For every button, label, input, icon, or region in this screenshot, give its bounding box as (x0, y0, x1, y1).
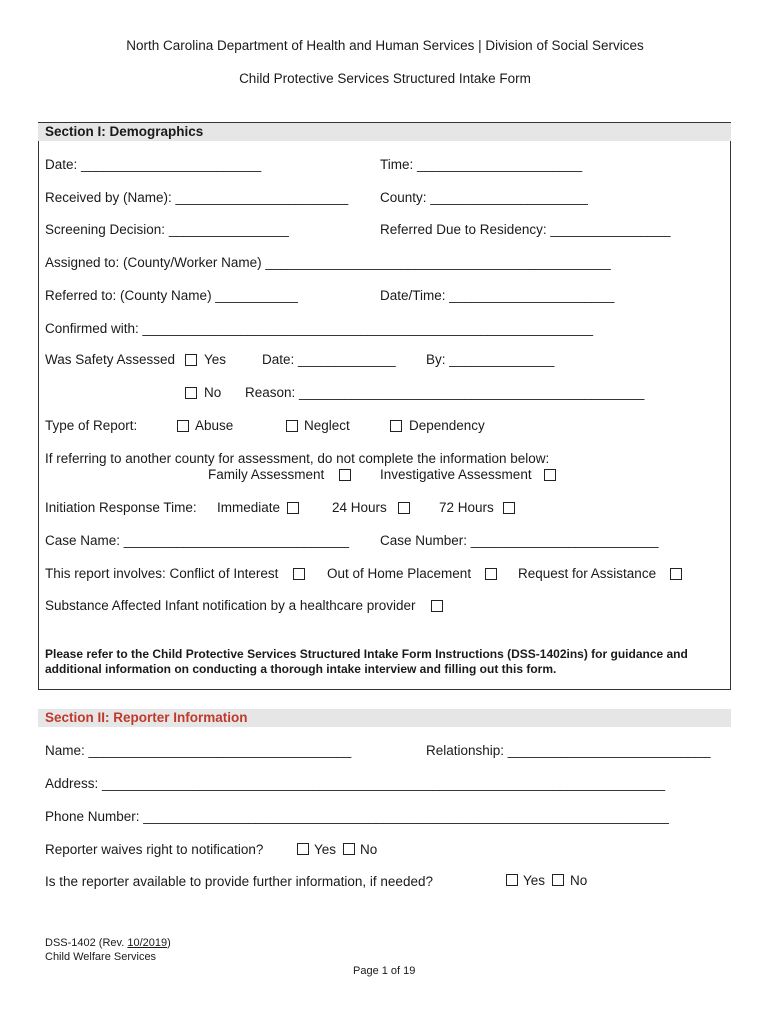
hours24-checkbox[interactable] (398, 502, 410, 514)
case-name-field[interactable]: Case Name: ______________________________ (45, 533, 350, 548)
safety-by-field[interactable]: By: ______________ (426, 352, 555, 367)
date-time-field[interactable]: Date/Time: ______________________ (380, 288, 615, 303)
case-number-field[interactable]: Case Number: _________________________ (380, 533, 659, 548)
waives-no-label: No (360, 842, 378, 857)
form-number-prefix: DSS-1402 (Rev. (45, 937, 128, 949)
request-assistance-checkbox[interactable] (670, 568, 682, 580)
involves-conflict-label: This report involves: Conflict of Interest (45, 566, 279, 581)
waives-yes-checkbox[interactable] (297, 843, 309, 855)
substance-infant-checkbox[interactable] (431, 600, 443, 612)
waives-notification-label: Reporter waives right to notification? (45, 842, 264, 857)
received-by-field[interactable]: Received by (Name): _______________________ (45, 190, 349, 205)
neglect-checkbox[interactable] (286, 420, 298, 432)
request-assistance-label: Request for Assistance (518, 566, 657, 581)
dependency-label: Dependency (409, 418, 485, 433)
available-no-label: No (570, 873, 588, 888)
available-no-checkbox[interactable] (552, 874, 564, 886)
date-field[interactable]: Date: ________________________ (45, 157, 262, 172)
confirmed-with-field[interactable]: Confirmed with: ____________________________________________________________ (45, 321, 594, 336)
investigative-assessment-label: Investigative Assessment (380, 467, 532, 482)
hours72-checkbox[interactable] (503, 502, 515, 514)
safety-date-field[interactable]: Date: _____________ (262, 352, 396, 367)
family-assessment-checkbox[interactable] (339, 469, 351, 481)
hours24-label: 24 Hours (332, 500, 387, 515)
form-revision-date: 10/2019 (127, 937, 168, 949)
referred-to-field[interactable]: Referred to: (County Name) ___________ (45, 288, 298, 303)
safety-no-label: No (204, 385, 222, 400)
instructions-line1: Please refer to the Child Protective Services Structured Intake Form Instructions (DSS-1402ins) for guidance and (45, 647, 688, 661)
section1-title: Section I: Demographics (45, 124, 204, 139)
section2-title: Section II: Reporter Information (45, 710, 248, 725)
time-field[interactable]: Time: ______________________ (380, 157, 583, 172)
immediate-checkbox[interactable] (287, 502, 299, 514)
header-agency: North Carolina Department of Health and Human Services | Division of Social Services (126, 38, 644, 53)
referring-note: If referring to another county for assessment, do not complete the information below: (45, 451, 550, 466)
initiation-label: Initiation Response Time: (45, 500, 197, 515)
reason-field[interactable]: Reason: ______________________________________________ (245, 385, 645, 400)
waives-yes-label: Yes (314, 842, 337, 857)
out-of-home-checkbox[interactable] (485, 568, 497, 580)
investigative-assessment-checkbox[interactable] (544, 469, 556, 481)
referred-residency-field[interactable]: Referred Due to Residency: ________________ (380, 222, 671, 237)
waives-no-checkbox[interactable] (343, 843, 355, 855)
address-field[interactable]: Address: ___________________________________________________________________________ (45, 776, 666, 791)
available-yes-checkbox[interactable] (506, 874, 518, 886)
form-title: Child Protective Services Structured Intake Form (239, 71, 531, 86)
form-number (45, 937, 171, 949)
available-label: Is the reporter available to provide further information, if needed? (45, 874, 433, 889)
safety-no-checkbox[interactable] (185, 387, 197, 399)
available-yes-label: Yes (523, 873, 546, 888)
phone-field[interactable]: Phone Number: ______________________________________________________________________ (45, 809, 669, 824)
instructions-line2: additional information on conducting a thorough intake interview and filling out this form. (45, 662, 557, 676)
safety-yes-checkbox[interactable] (185, 354, 197, 366)
county-field[interactable]: County: _____________________ (380, 190, 588, 205)
reporter-name-field[interactable]: Name: ___________________________________ (45, 743, 352, 758)
safety-assessed-label: Was Safety Assessed (45, 352, 176, 367)
abuse-label: Abuse (195, 418, 234, 433)
assigned-to-field[interactable]: Assigned to: (County/Worker Name) ______________________________________________ (45, 255, 611, 270)
abuse-checkbox[interactable] (177, 420, 189, 432)
department-label: Child Welfare Services (45, 951, 157, 963)
type-of-report-label: Type of Report: (45, 418, 138, 433)
hours72-label: 72 Hours (439, 500, 494, 515)
neglect-label: Neglect (304, 418, 350, 433)
page-number: Page 1 of 19 (353, 965, 416, 977)
screening-decision-field[interactable]: Screening Decision: ________________ (45, 222, 289, 237)
safety-yes-label: Yes (204, 352, 227, 367)
relationship-field[interactable]: Relationship: ___________________________ (426, 743, 711, 758)
family-assessment-label: Family Assessment (208, 467, 325, 482)
substance-infant-label: Substance Affected Infant notification by a healthcare provider (45, 598, 416, 613)
conflict-of-interest-checkbox[interactable] (293, 568, 305, 580)
form-number-suffix: ) (167, 937, 171, 949)
out-of-home-label: Out of Home Placement (327, 566, 472, 581)
dependency-checkbox[interactable] (390, 420, 402, 432)
immediate-label: Immediate (217, 500, 281, 515)
